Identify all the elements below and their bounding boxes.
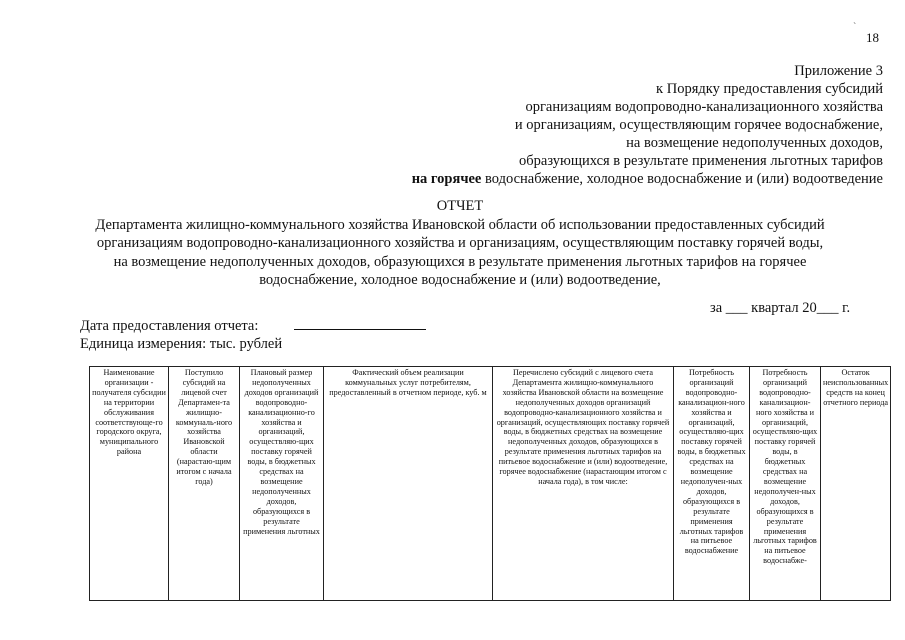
appendix-block — [283, 62, 883, 188]
table-header-cell: Потребность организаций водопроводно-канализацион-ного хозяйства и организаций, осуществляю-щих поставку горячей воды, в бюджетных средствах на возмещение недополучен-ных доходов, образующихся в результате применения льготных тарифов на питьевое водоснабжение — [674, 367, 750, 601]
appendix-line: организациям водопроводно-канализационного хозяйства — [525, 99, 883, 115]
report-title-line: водоснабжение, холодное водоснабжение и (или) водоотведение, — [259, 272, 661, 288]
table-header-row — [90, 367, 891, 601]
appendix-line: к Порядку предоставления субсидий — [656, 81, 883, 97]
report-date-blank — [294, 329, 426, 330]
unit-label: Единица измерения: тыс. рублей — [80, 336, 283, 352]
report-meta — [80, 317, 426, 353]
table-header-cell: Перечислено субсидий с лицевого счета Департамента жилищно-коммунального хозяйства Ивановской области на возмещение недополученных доходов организаций водопроводно-канализационного хозяйства и организаций, осуществляющих поставку горячей воды, в бюджетных средствах на возмещение недополученных доходов, образующихся в результате применения льготных тарифов на питьевое водоснабжение и (или) водоотведение, горячее водоснабжение (нарастающим итогом с начала года), в том числе: — [493, 367, 674, 601]
appendix-line: образующихся в результате применения льготных тарифов — [519, 153, 883, 169]
table-header-cell: Поступило субсидий на лицевой счет Департамен-та жилищно-коммуналь-ного хозяйства Ивановской области (нарастаю-щим итогом с начала года) — [169, 367, 240, 601]
header-mark: ` — [853, 22, 857, 33]
page-number: 18 — [866, 30, 879, 45]
appendix-line: Приложение 3 — [794, 63, 883, 79]
report-table — [89, 366, 891, 601]
table-header-cell: Остаток неиспользованных средств на конец отчетного периода — [821, 367, 891, 601]
report-title — [60, 197, 860, 290]
appendix-line: и организациям, осуществляющим горячее водоснабжение, — [514, 117, 883, 133]
report-period: за ___ квартал 20___ г. — [710, 300, 851, 316]
table-header-cell: Фактический объем реализации коммунальных услуг потребителям, предоставленный в отчетном периоде, куб. м — [324, 367, 493, 601]
table-header-cell: Наименование организации - получателя субсидии на территории обслуживания соответствующе-го городского округа, муниципального района — [90, 367, 169, 601]
report-heading: ОТЧЕТ — [436, 198, 484, 214]
table-header-cell: Плановый размер недополученных доходов организаций водопроводно-канализационно-го хозяйства и организаций, осуществляю-щих поставку горячей воды, в бюджетных средствах на возмещение недополученных доходов, образующихся в результате применения льготных — [240, 367, 324, 601]
appendix-line: на возмещение недополученных доходов, — [626, 135, 883, 151]
report-title-line: на возмещение недополученных доходов, образующихся в результате применения льготных тарифов на горячее — [113, 253, 807, 270]
appendix-line: на горячее водоснабжение, холодное водоснабжение и (или) водоотведение — [411, 171, 883, 187]
report-title-line: организациям водопроводно-канализационного хозяйства и организациям, осуществляющим поставку горячей воды, — [96, 235, 824, 251]
report-title-line: Департамента жилищно-коммунального хозяйства Ивановской области об использовании предоставленных субсидий — [95, 216, 825, 233]
report-date-label: Дата предоставления отчета: — [80, 318, 259, 334]
table-header-cell: Потребность организаций водопроводно-канализацион-ного хозяйства и организаций, осуществляю-щих поставку горячей воды, в бюджетных средствах на возмещение недополучен-ных доходов, образующихся в результате применения льготных тарифов на питьевое водоснабже- — [750, 367, 821, 601]
